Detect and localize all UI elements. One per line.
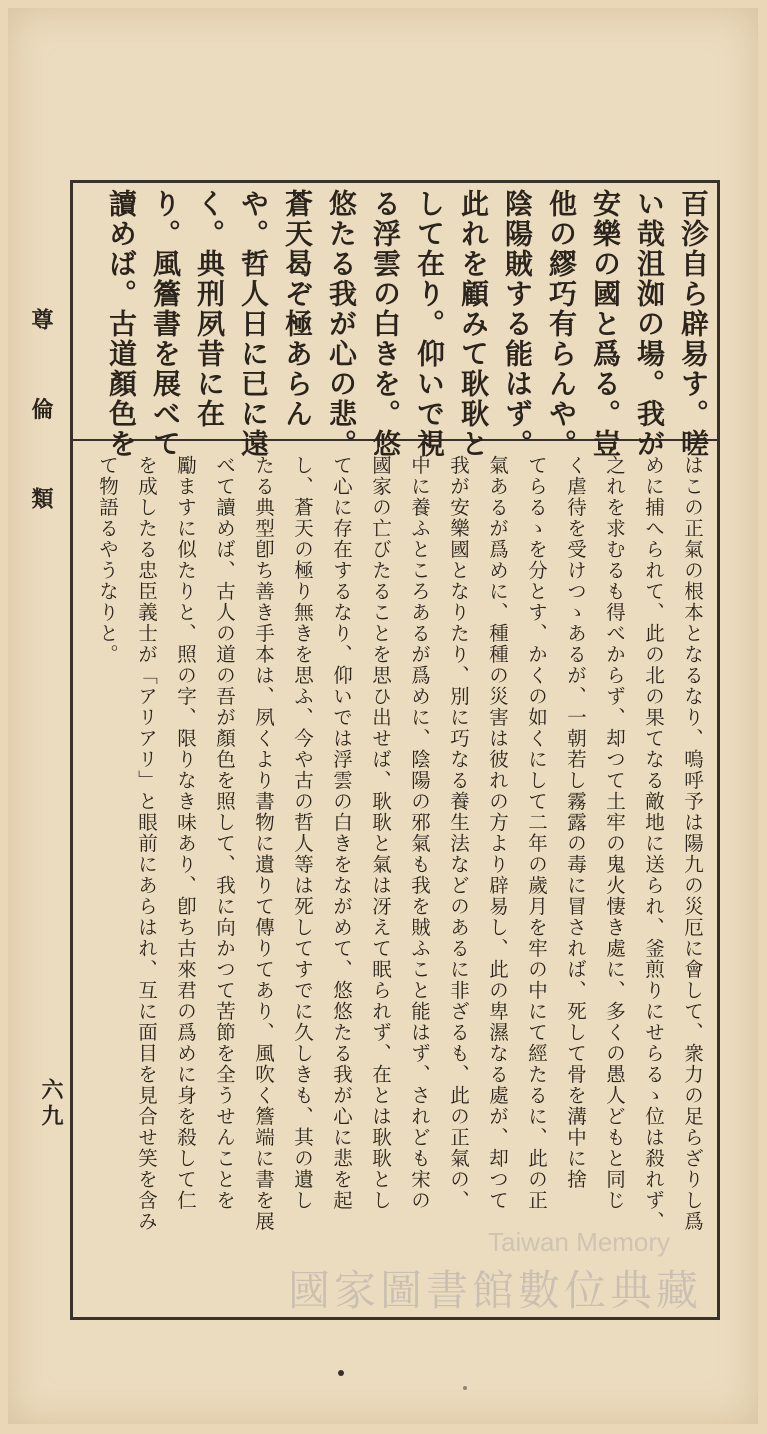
prose-line: べて讀めば、古人の道の吾が顏色を照して、我に向かつて苦節を全うせんことを [213, 455, 236, 1211]
poem-line: して在り。仰いで視 [413, 189, 446, 459]
poem-line: 陰陽賊する能はず。 [501, 189, 534, 459]
page-number: 六九 [38, 1078, 64, 1130]
prose-line: て心に存在するなり、仰いでは浮雲の白きをながめて、悠悠たる我が心に悲を起 [330, 455, 353, 1211]
prose-line: 之れを求むるも得べからず、却つて土牢の鬼火悽き處に、多くの愚人どもと同じ [603, 455, 626, 1211]
poem-line: 安樂の國と爲る。豈 [589, 189, 622, 459]
book-page [8, 8, 758, 1424]
prose-line: 勵ますに似たりと、照の字、限りなき味あり、卽ち古來君の爲めに身を殺して仁 [174, 455, 197, 1211]
poem-line: い哉沮洳の場。我が [633, 189, 666, 459]
ink-speck [338, 1370, 344, 1376]
prose-line: 我が安樂國となりたり、別に巧なる養生法などのあるに非ざるも、此の正氣の、 [447, 455, 470, 1211]
running-title: 尊 倫 類 [28, 308, 54, 540]
poem-line: 讀めば。古道顏色を [105, 189, 138, 459]
poem-line: り。風簷書を展べて [149, 189, 182, 459]
poem-section [73, 183, 717, 459]
prose-line: はこの正氣の根本となるなり、嗚呼予は陽九の災厄に會して、衆力の足らざりし爲 [681, 455, 704, 1232]
poem-line: 他の繆巧有らんや。 [545, 189, 578, 459]
prose-line: 氣あるが爲めに、種種の災害は彼れの方より辟易し、此の卑濕なる處が、却つて [486, 455, 509, 1211]
prose-line: し、蒼天の極り無きを思ふ、今や古の哲人等は死してすでに久しきも、其の遺し [291, 455, 314, 1211]
ink-speck [463, 1386, 467, 1390]
poem-line: や。哲人日に已に遠 [237, 189, 270, 459]
commentary-section [73, 445, 717, 1315]
text-frame [70, 180, 720, 1320]
prose-line: 國家の亡びたることを思ひ出せば、耿耿と氣は冴えて眠られず、在とは耿耿とし [369, 455, 392, 1211]
prose-line: たる典型卽ち善き手本は、夙くより書物に遺りて傳りてあり、風吹く簷端に書を展 [252, 455, 275, 1232]
prose-line: てらるゝを分とす、かくの如くにして二年の歲月を牢の中にて經たるに、此の正 [525, 455, 548, 1211]
prose-line: く虐待を受けつゝあるが、一朝若し霧露の毒に冒されば、死して骨を溝中に捨 [564, 455, 587, 1190]
prose-line: を成したる忠臣義士が「アリアリ」と眼前にあらはれ、互に面目を見合せ笑を含み [135, 455, 158, 1232]
poem-line: く。典刑夙昔に在 [193, 189, 226, 429]
poem-line: る浮雲の白きを。悠 [369, 189, 402, 459]
poem-line: 百沴自ら辟易す。嗟 [677, 189, 710, 459]
watermark-english: Taiwan Memory [488, 1227, 671, 1257]
poem-line: 蒼天曷ぞ極あらん [281, 189, 314, 429]
prose-line: て物語るやうなりと。 [96, 455, 119, 665]
prose-line: めに捕へられて、此の北の果てなる敵地に送られ、釜煎りにせらるゝ位は殺れず、 [642, 455, 665, 1232]
prose-line: 中に養ふところあるが爲めに、陰陽の邪氣も我を賊ふこと能はず、されども宋の [408, 455, 431, 1211]
poem-line: 此れを顧みて耿耿と [457, 189, 490, 459]
watermark-chinese: 國家圖書館數位典藏 [288, 1266, 703, 1315]
poem-line: 悠たる我が心の悲。 [325, 189, 358, 459]
